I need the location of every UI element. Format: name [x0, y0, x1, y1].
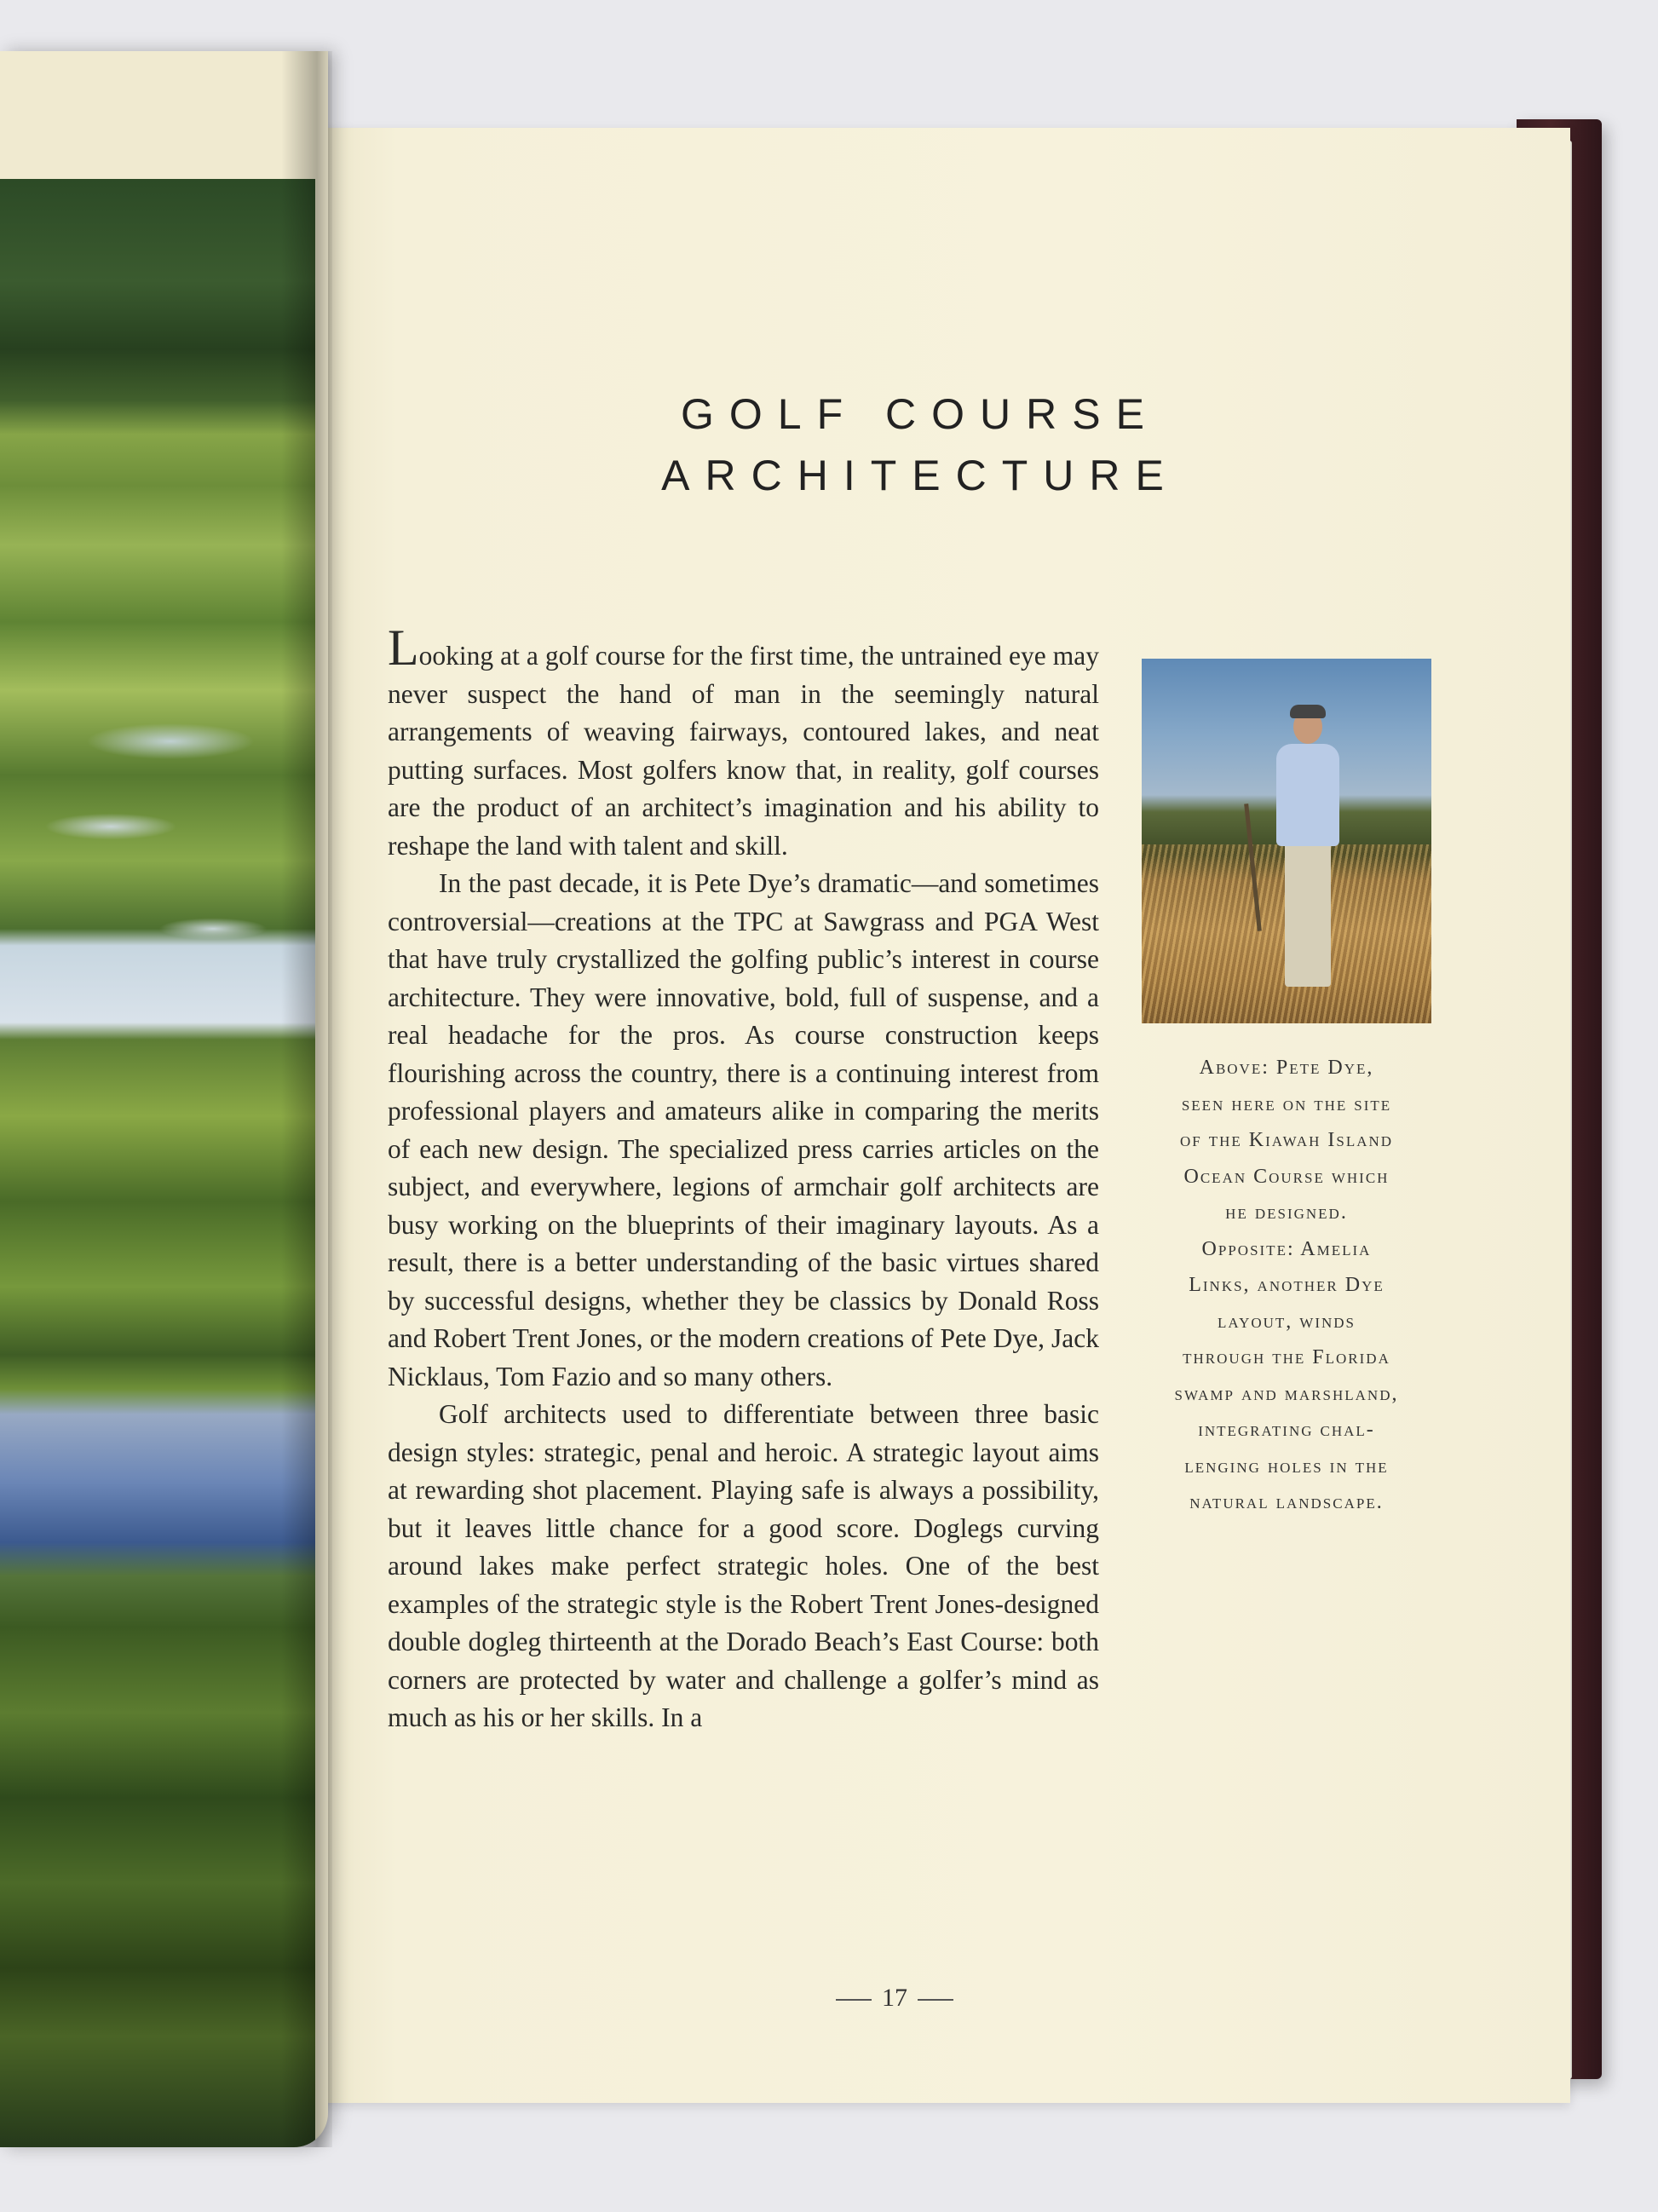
- dash-right: [918, 1999, 953, 2001]
- caption-line: Above: Pete Dye,: [1199, 1057, 1374, 1079]
- pete-dye-photo: [1142, 659, 1431, 1023]
- caption-line: natural landscape.: [1189, 1491, 1384, 1513]
- caption-line: Ocean Course which: [1183, 1165, 1390, 1188]
- gutter-shadow: [281, 51, 332, 2147]
- page-number-text: 17: [882, 1984, 907, 2012]
- golfer-figure: [1269, 710, 1346, 999]
- left-page: [0, 51, 328, 2147]
- paragraph: Looking at a golf course for the first time, the untrained eye may never suspect the hand of man in the seemingly natural arrangements of weaving fairways, contoured lakes, and neat putting surfaces. Most golfers know that, in reality, golf courses are the product of an architect’s imagination and his ability to reshape the land with talent and skill.: [388, 619, 1099, 861]
- caption-line: seen here on the site: [1181, 1092, 1392, 1115]
- paragraph: In the past decade, it is Pete Dye’s dramatic—and sometimes controversial—creations at the TPC at Sawgrass and PGA West that have truly crystallized the golfing public’s interest in course architecture. They were innovative, bold, full of suspense, and a real headache for the pros. As course construction keeps flourishing across the country, there is a continuing interest from professional players and amateurs alike in comparing the merits of each new design. The specialized press carries articles on the subject, and everywhere, legions of armchair golf architects are busy working on the blueprints of their imaginary layouts. As a result, there is a better understanding of the basic virtues shared by successful designs, whether they be classics by Donald Ross and Robert Trent Jones, or the modern creations of Pete Dye, Jack Nicklaus, Tom Fazio and so many others.: [388, 868, 1099, 1391]
- caption-line: Opposite: Amelia: [1201, 1237, 1372, 1260]
- caption-line: swamp and marshland,: [1174, 1382, 1399, 1405]
- photo-caption: [1129, 1050, 1444, 1521]
- marshland-photo: [0, 179, 315, 2147]
- caption-line: of the Kiawah Island: [1179, 1129, 1394, 1151]
- page-number: [818, 1984, 971, 2013]
- caption-line: integrating chal-: [1198, 1419, 1375, 1441]
- caption-line: layout, winds: [1217, 1310, 1356, 1333]
- body-text: [388, 619, 1099, 1737]
- caption-line: through the Florida: [1183, 1346, 1390, 1368]
- caption-line: lenging holes in the: [1184, 1455, 1389, 1478]
- caption-line: he designed.: [1225, 1201, 1348, 1224]
- paragraph: Golf architects used to differentiate between three basic design styles: strategic, penal and heroic. A strategic layout aims at rewarding shot placement. Playing safe is always a possibility, but it leaves little chance for a good score. Doglegs curving around lakes make perfect strategic holes. One of the best examples of the strategic style is the Robert Trent Jones-designed double dogleg thirteenth at the Dorado Beach’s East Course: both corners are protected by water and challenge a golfer’s mind as much as his or her skills. In a: [388, 1399, 1099, 1732]
- title-line: ARCHITECTURE: [661, 452, 1179, 499]
- dash-left: [836, 1999, 872, 2001]
- title-line: GOLF COURSE: [681, 390, 1160, 438]
- caption-line: Links, another Dye: [1189, 1274, 1385, 1296]
- chapter-title: [545, 383, 1295, 506]
